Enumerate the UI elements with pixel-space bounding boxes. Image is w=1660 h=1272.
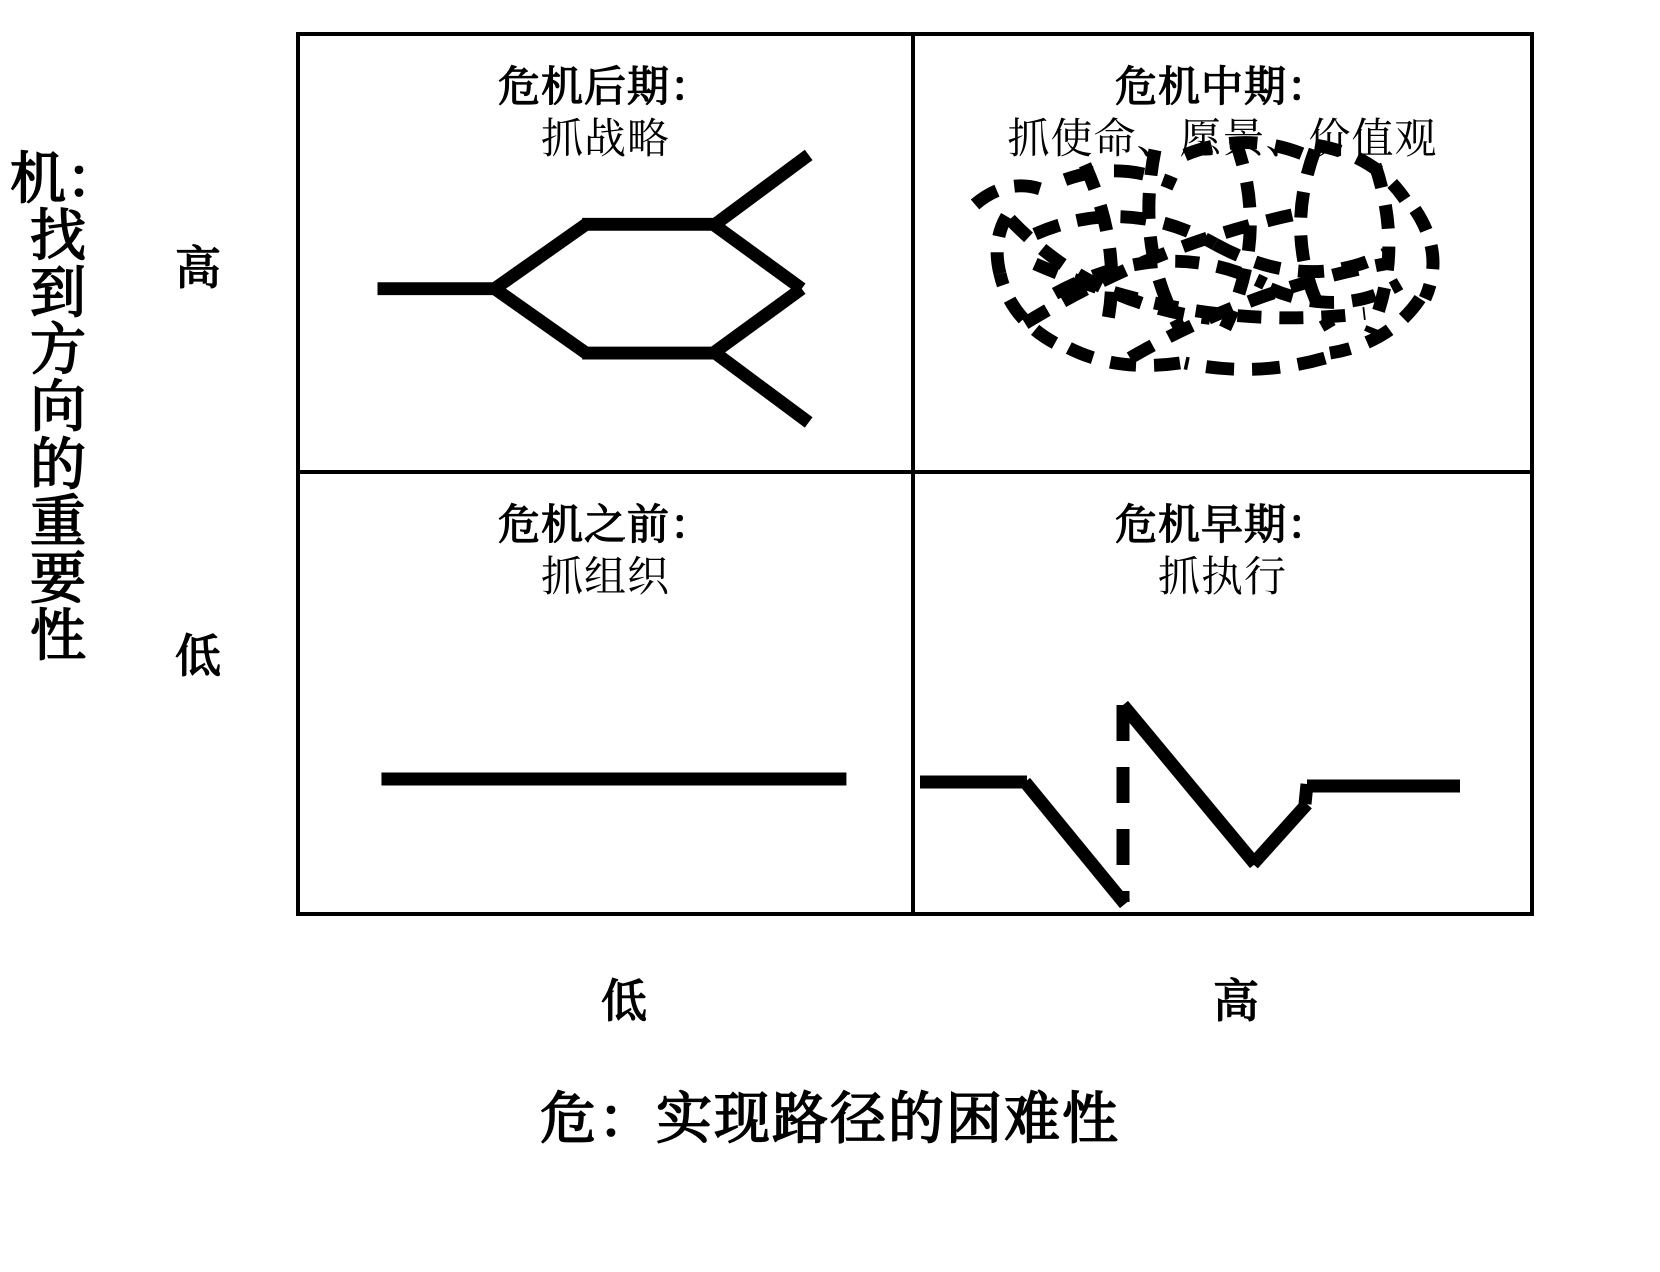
quadrant-bottom-left-title: 危机之前： (497, 501, 713, 548)
quadrant-bottom-left[interactable] (300, 474, 915, 912)
quadrant-bottom-left-subtitle: 抓组织 (540, 552, 670, 600)
x-axis-low-tick: 低 (601, 975, 647, 1027)
y-axis-high-tick: 高 (175, 242, 221, 294)
quadrant-bottom-right-subtitle: 抓执行 (1157, 552, 1287, 600)
y-axis-title: 机：找到方向的重要性 (10, 147, 122, 667)
quadrant-bottom-right[interactable] (915, 474, 1530, 912)
quadrant-top-right-subtitle: 抓使命、愿景、价值观 (1007, 114, 1438, 162)
quadrant-matrix (296, 32, 1534, 916)
quadrant-bottom-right-title: 危机早期： (1114, 501, 1330, 548)
x-axis-high-tick: 高 (1213, 975, 1259, 1027)
quadrant-top-left-title: 危机后期： (497, 63, 713, 110)
y-axis-low-tick: 低 (175, 630, 221, 682)
quadrant-top-right[interactable] (915, 36, 1530, 474)
x-axis-title: 危：实现路径的困难性 (540, 1087, 1120, 1150)
quadrant-top-right-title: 危机中期： (1114, 63, 1330, 110)
quadrant-top-left-subtitle: 抓战略 (540, 114, 670, 162)
quadrant-top-left[interactable] (300, 36, 915, 474)
